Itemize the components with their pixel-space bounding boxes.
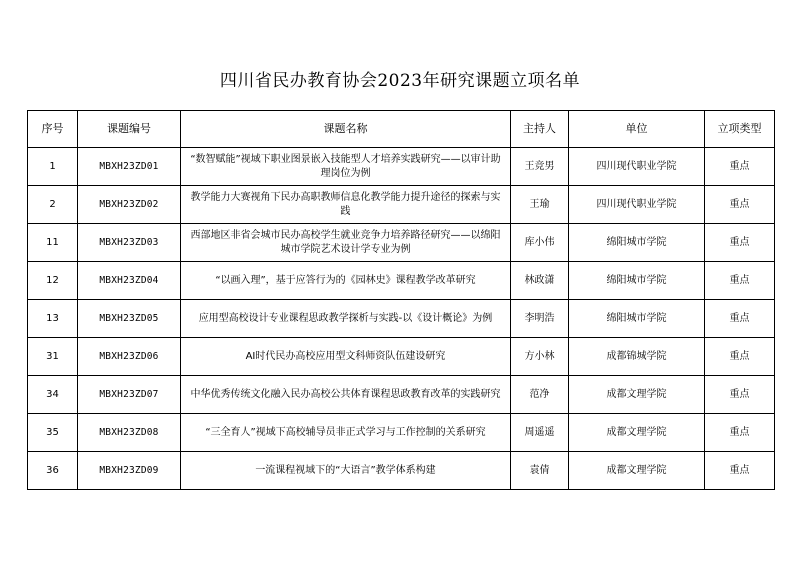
table-row bbox=[28, 186, 775, 224]
cell-code: MBXH23ZD07 bbox=[78, 376, 181, 414]
cell-name: 西部地区非省会城市民办高校学生就业竞争力培养路径研究——以绵阳城市学院艺术设计学专业为例 bbox=[181, 224, 511, 262]
cell-name: “数智赋能”视域下职业图景嵌入技能型人才培养实践研究——以审计助理岗位为例 bbox=[181, 148, 511, 186]
table-row bbox=[28, 224, 775, 262]
cell-type: 重点 bbox=[705, 376, 775, 414]
cell-name: “三全育人”视域下高校辅导员非正式学习与工作控制的关系研究 bbox=[181, 414, 511, 452]
table-header-row bbox=[28, 111, 775, 148]
header-leader: 主持人 bbox=[511, 111, 569, 148]
header-unit: 单位 bbox=[569, 111, 705, 148]
cell-index: 11 bbox=[28, 224, 78, 262]
cell-type: 重点 bbox=[705, 262, 775, 300]
cell-index: 35 bbox=[28, 414, 78, 452]
cell-name: AI时代民办高校应用型文科师资队伍建设研究 bbox=[181, 338, 511, 376]
cell-leader: 林政潇 bbox=[511, 262, 569, 300]
cell-index: 36 bbox=[28, 452, 78, 490]
cell-index: 34 bbox=[28, 376, 78, 414]
cell-unit: 成都文理学院 bbox=[569, 376, 705, 414]
cell-type: 重点 bbox=[705, 300, 775, 338]
header-index: 序号 bbox=[28, 111, 78, 148]
cell-index: 1 bbox=[28, 148, 78, 186]
cell-leader: 库小伟 bbox=[511, 224, 569, 262]
table-row bbox=[28, 414, 775, 452]
cell-leader: 王瑜 bbox=[511, 186, 569, 224]
cell-index: 12 bbox=[28, 262, 78, 300]
cell-unit: 绵阳城市学院 bbox=[569, 224, 705, 262]
table-row bbox=[28, 338, 775, 376]
cell-leader: 李明浩 bbox=[511, 300, 569, 338]
table-row bbox=[28, 148, 775, 186]
cell-leader: 范净 bbox=[511, 376, 569, 414]
cell-code: MBXH23ZD06 bbox=[78, 338, 181, 376]
cell-type: 重点 bbox=[705, 338, 775, 376]
cell-type: 重点 bbox=[705, 452, 775, 490]
table-row bbox=[28, 452, 775, 490]
project-table bbox=[27, 110, 775, 490]
table-row bbox=[28, 262, 775, 300]
cell-leader: 周遥遥 bbox=[511, 414, 569, 452]
cell-leader: 方小林 bbox=[511, 338, 569, 376]
cell-index: 31 bbox=[28, 338, 78, 376]
cell-unit: 成都文理学院 bbox=[569, 452, 705, 490]
header-code: 课题编号 bbox=[78, 111, 181, 148]
cell-unit: 成都文理学院 bbox=[569, 414, 705, 452]
cell-type: 重点 bbox=[705, 414, 775, 452]
cell-unit: 绵阳城市学院 bbox=[569, 300, 705, 338]
cell-code: MBXH23ZD01 bbox=[78, 148, 181, 186]
cell-code: MBXH23ZD02 bbox=[78, 186, 181, 224]
cell-name: 中华优秀传统文化融入民办高校公共体育课程思政教育改革的实践研究 bbox=[181, 376, 511, 414]
header-name: 课题名称 bbox=[181, 111, 511, 148]
cell-unit: 成都锦城学院 bbox=[569, 338, 705, 376]
cell-type: 重点 bbox=[705, 224, 775, 262]
cell-code: MBXH23ZD09 bbox=[78, 452, 181, 490]
cell-code: MBXH23ZD03 bbox=[78, 224, 181, 262]
cell-index: 2 bbox=[28, 186, 78, 224]
cell-name: 教学能力大赛视角下民办高职教师信息化教学能力提升途径的探索与实践 bbox=[181, 186, 511, 224]
table-row bbox=[28, 376, 775, 414]
cell-leader: 袁倩 bbox=[511, 452, 569, 490]
cell-unit: 绵阳城市学院 bbox=[569, 262, 705, 300]
cell-code: MBXH23ZD05 bbox=[78, 300, 181, 338]
cell-type: 重点 bbox=[705, 186, 775, 224]
page-title: 四川省民办教育协会2023年研究课题立项名单 bbox=[219, 71, 581, 91]
table-row bbox=[28, 300, 775, 338]
cell-type: 重点 bbox=[705, 148, 775, 186]
cell-name: 一流课程视域下的“大语言”教学体系构建 bbox=[181, 452, 511, 490]
cell-code: MBXH23ZD08 bbox=[78, 414, 181, 452]
header-type: 立项类型 bbox=[705, 111, 775, 148]
cell-index: 13 bbox=[28, 300, 78, 338]
cell-name: 应用型高校设计专业课程思政教学探析与实践-以《设计概论》为例 bbox=[181, 300, 511, 338]
cell-unit: 四川现代职业学院 bbox=[569, 148, 705, 186]
cell-name: “以画入理”，基于应答行为的《园林史》课程教学改革研究 bbox=[181, 262, 511, 300]
cell-unit: 四川现代职业学院 bbox=[569, 186, 705, 224]
cell-code: MBXH23ZD04 bbox=[78, 262, 181, 300]
cell-leader: 王竞男 bbox=[511, 148, 569, 186]
